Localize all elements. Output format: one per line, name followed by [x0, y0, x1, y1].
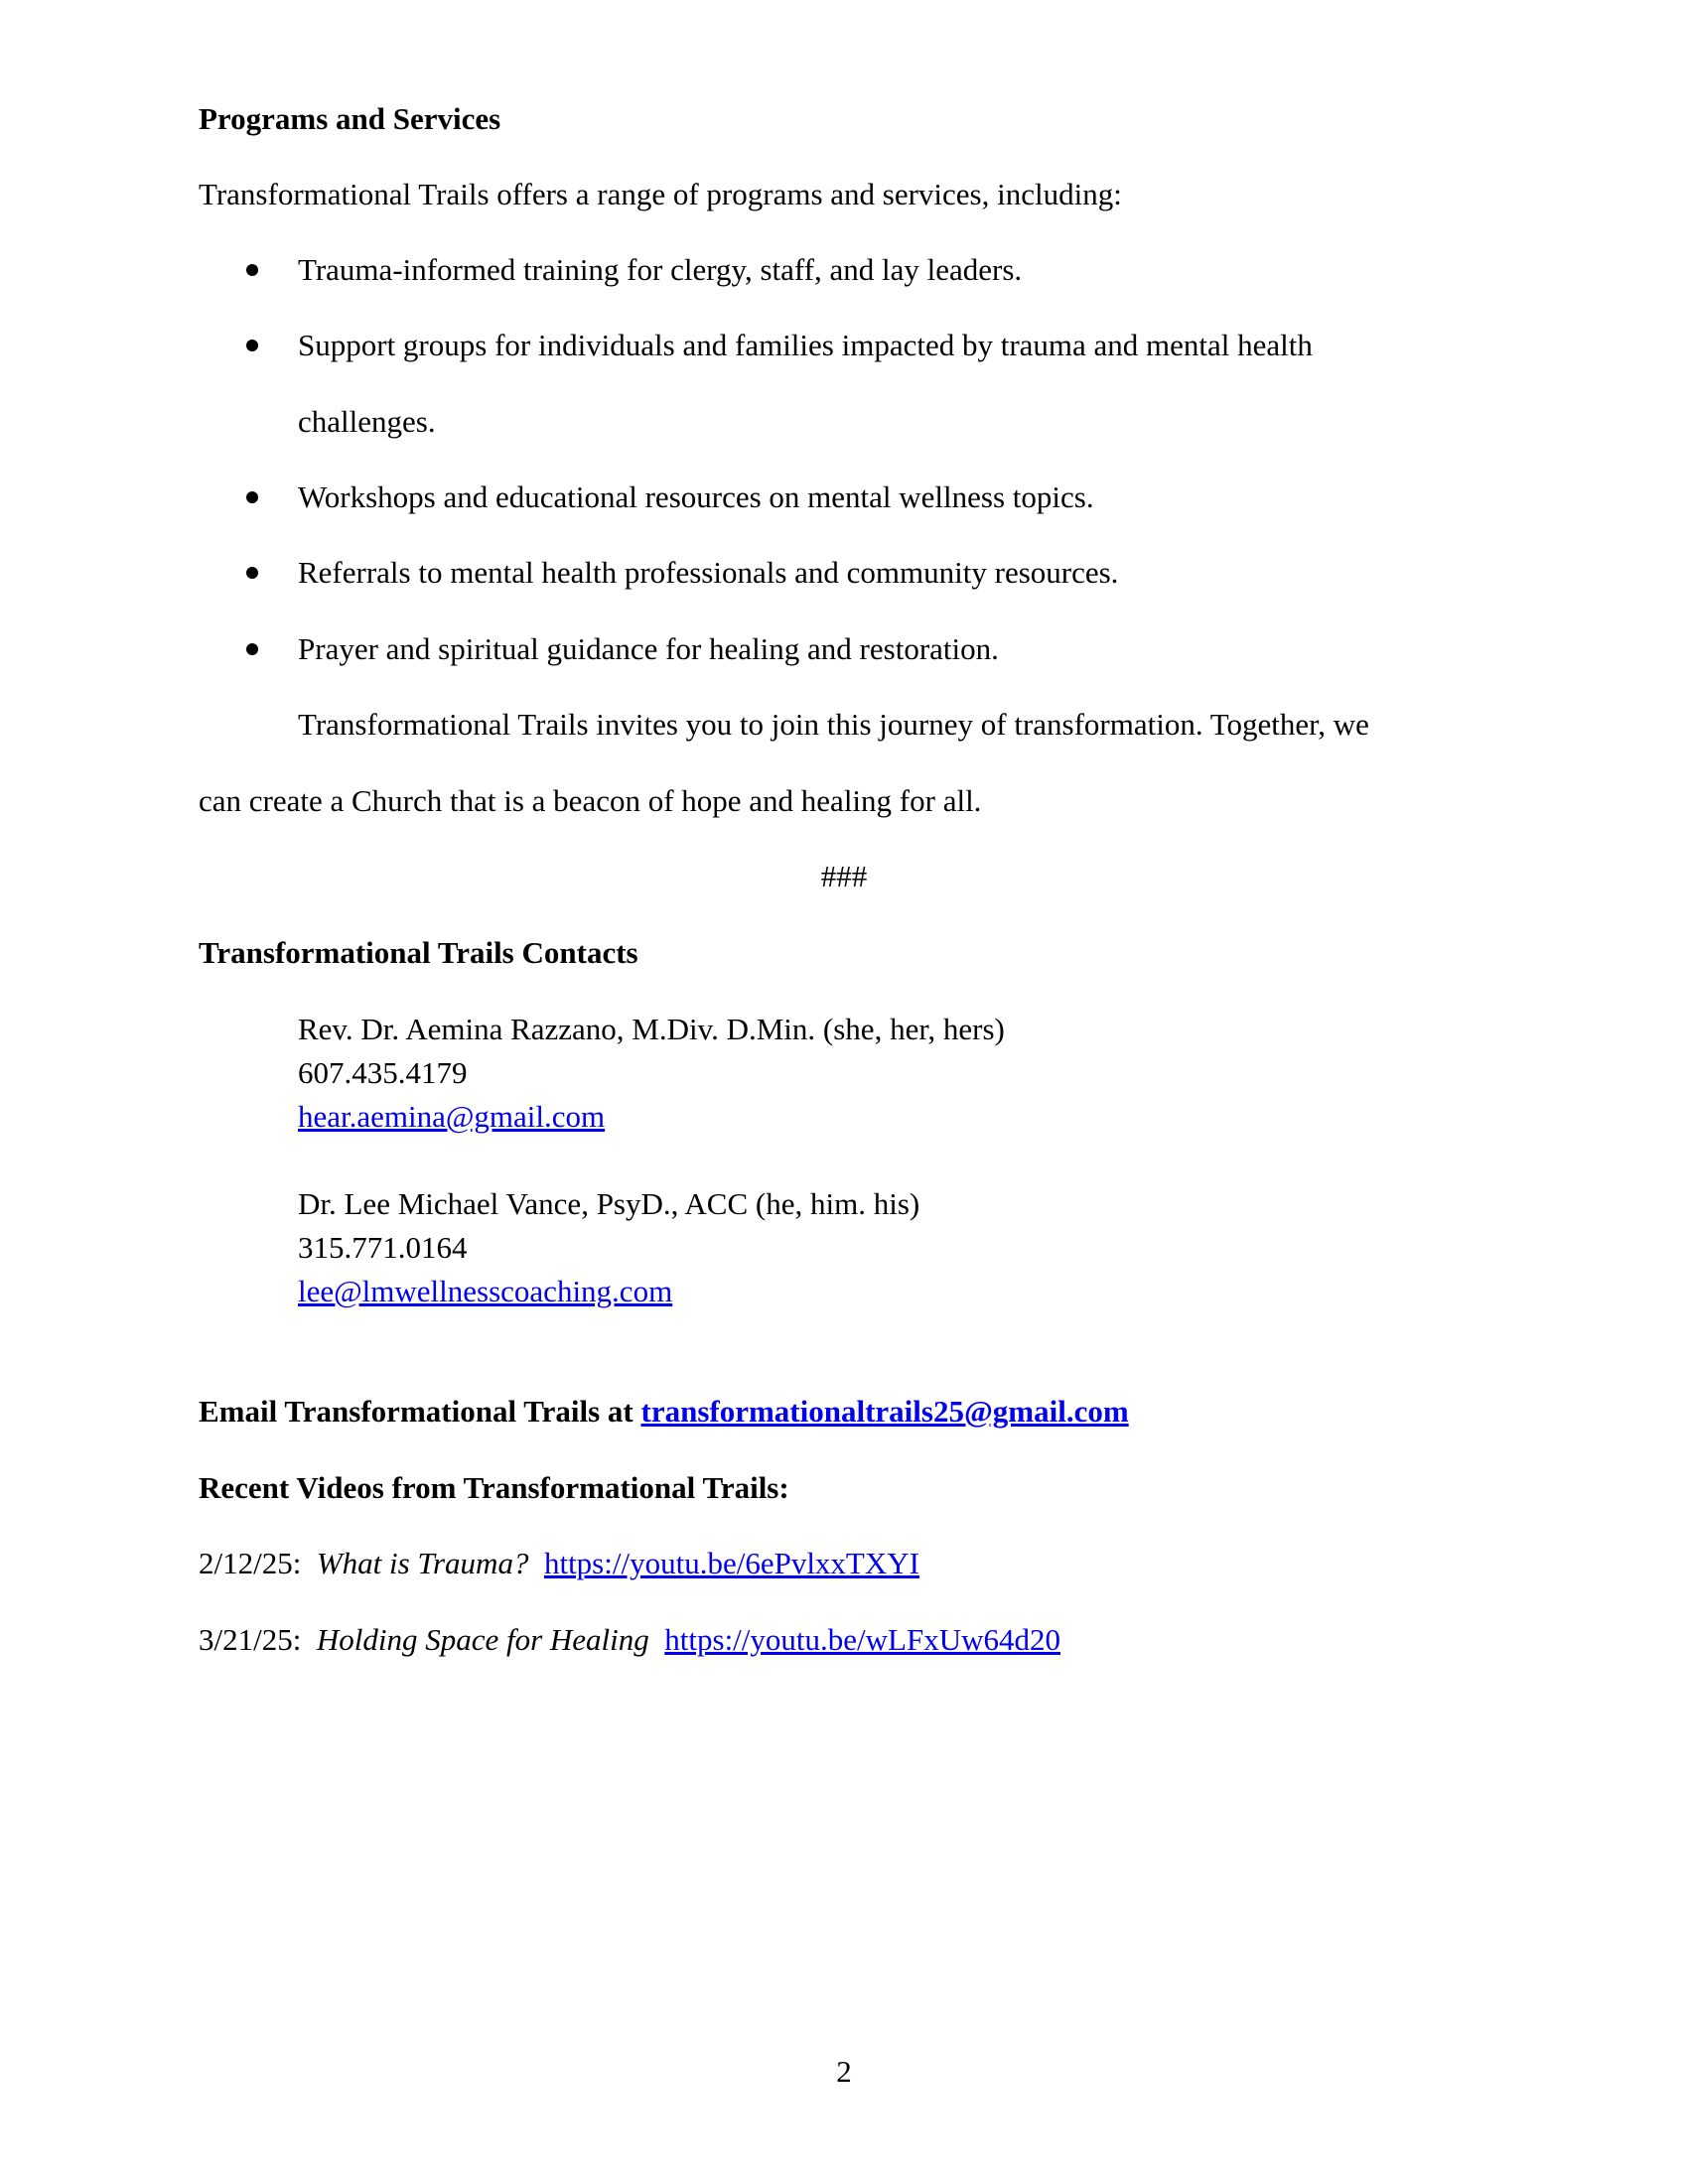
video-item-2 [199, 1624, 1060, 1655]
contact-1-email-line [298, 1101, 605, 1132]
program-bullet-3: Workshops and educational resources on mental wellness topics. [298, 479, 1094, 514]
contact-1-name: Rev. Dr. Aemina Razzano, M.Div. D.Min. (she, her, hers) [298, 1012, 1005, 1046]
program-bullet-2-continued: challenges. [298, 404, 436, 439]
programs-intro: Transformational Trails offers a range of programs and services, including: [199, 177, 1122, 211]
contact-2-name: Dr. Lee Michael Vance, PsyD., ACC (he, him. his) [298, 1186, 920, 1221]
video-1-title: What is Trauma? [316, 1546, 529, 1580]
bullet-dot [246, 340, 258, 351]
section-separator: ### [820, 859, 868, 893]
closing-paragraph-line-1: Transformational Trails invites you to join this journey of transformation. Together, we [298, 707, 1369, 742]
bullet-dot [246, 567, 258, 579]
contact-2-email-line [298, 1276, 672, 1306]
closing-paragraph-line-2: can create a Church that is a beacon of hope and healing for all. [199, 783, 982, 818]
video-2-link[interactable]: https://youtu.be/wLFxUw64d20 [664, 1622, 1060, 1657]
bullet-dot [246, 264, 258, 276]
organization-email-link[interactable]: transformationaltrails25@gmail.com [640, 1394, 1129, 1429]
bullet-dot [246, 491, 258, 503]
contact-1-phone: 607.435.4179 [298, 1055, 468, 1090]
program-bullet-4: Referrals to mental health professionals and community resources. [298, 555, 1119, 590]
contact-2-phone: 315.771.0164 [298, 1230, 468, 1265]
page-number: 2 [836, 2054, 852, 2089]
email-line-prefix: Email Transformational Trails at [199, 1394, 641, 1429]
video-2-title: Holding Space for Healing [316, 1622, 649, 1657]
email-line [199, 1396, 1129, 1427]
contacts-heading: Transformational Trails Contacts [199, 935, 638, 970]
program-bullet-5: Prayer and spiritual guidance for healing and restoration. [298, 631, 999, 666]
program-bullet-1: Trauma-informed training for clergy, staff, and lay leaders. [298, 252, 1023, 287]
programs-heading: Programs and Services [199, 101, 501, 136]
bullet-dot [246, 643, 258, 655]
video-1-date: 2/12/25: [199, 1546, 302, 1580]
contact-2-email-link[interactable]: lee@lmwellnesscoaching.com [298, 1274, 673, 1308]
video-item-1 [199, 1548, 919, 1578]
video-2-date: 3/21/25: [199, 1622, 302, 1657]
contact-1-email-link[interactable]: hear.aemina@gmail.com [298, 1099, 606, 1134]
videos-heading: Recent Videos from Transformational Trails: [199, 1470, 789, 1505]
video-1-link[interactable]: https://youtu.be/6ePvlxxTXYI [543, 1546, 919, 1580]
program-bullet-2: Support groups for individuals and families impacted by trauma and mental health [298, 328, 1313, 362]
